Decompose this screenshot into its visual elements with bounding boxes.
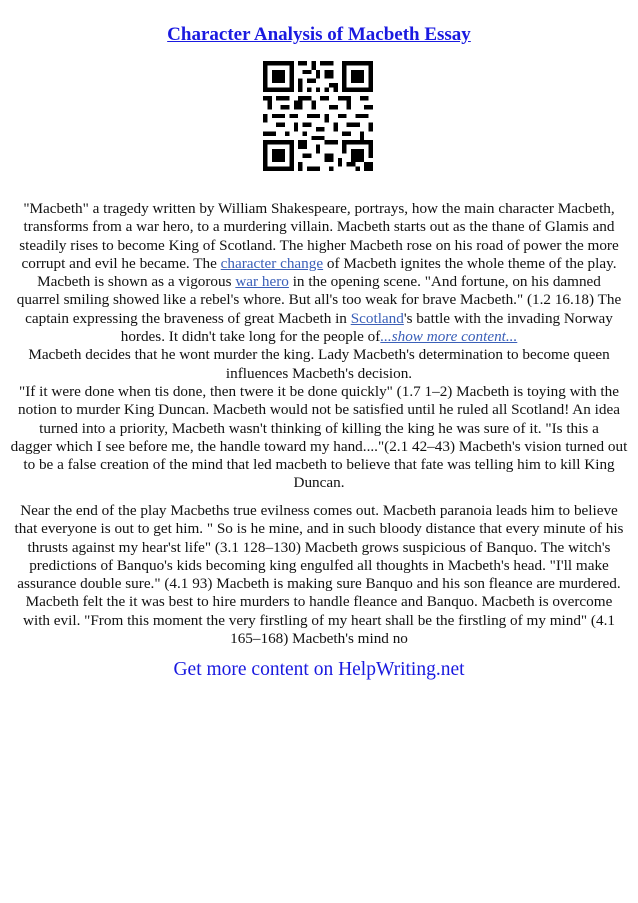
- text-line: "Macbeth" a tragedy written by William Shakespeare, portrays, how the main character Macbeth,: [23, 200, 615, 217]
- text-line: [0, 273, 638, 291]
- page-title: [0, 24, 638, 46]
- text-fragment: of Macbeth ignites the whole theme of the play.: [323, 254, 617, 272]
- text-line: with evil. "From this moment the very firstling of my heart shall be the firstling of my mind" (4.1: [23, 611, 615, 629]
- qr-code-icon: [263, 61, 373, 171]
- text-line: Macbeth felt the it was best to hire murders to handle fleance and Banquo. Macbeth is overcome: [25, 593, 613, 611]
- get-more-content-link[interactable]: Get more content on HelpWriting.net: [173, 659, 465, 680]
- text-line: quarrel smiling showed like a rebel's whore. But all's too weak for brave Macbeth." (1.2 16.18) The: [16, 291, 622, 309]
- text-line: thrusts against my hear'st life" (3.1 128–130) Macbeth grows suspicious of Banquo. The witch's: [27, 538, 611, 556]
- text-fragment: in the opening scene. "And fortune, on his damned: [288, 273, 601, 291]
- text-fragment: hordes. It didn't take long for the people of: [120, 328, 381, 346]
- essay-paragraph-2: [0, 502, 638, 648]
- text-line: Near the end of the play Macbeths true evilness comes out. Macbeth paranoia leads him to believe: [20, 502, 618, 519]
- character-change-link[interactable]: character change: [220, 254, 324, 272]
- text-line: predictions of Banquo's kids becoming king engulfed all thoughts in Macbeth's head. "I'll make: [29, 556, 609, 574]
- war-hero-link[interactable]: war hero: [235, 273, 289, 291]
- text-line: transforms from a war hero, to a murdering villain. Macbeth starts out as the thane of Glamis and: [23, 218, 615, 236]
- text-line: "If it were done when tis done, then twere it be done quickly" (1.7 1–2) Macbeth is toying with the: [19, 382, 619, 400]
- text-line: to be a false creation of the mind that led macbeth to believe that fate was telling him to kill King: [23, 456, 615, 474]
- text-line: 165–168) Macbeth's mind no: [230, 630, 408, 648]
- text-fragment: corrupt and evil he became. The: [21, 254, 221, 272]
- text-line: notion to murder King Duncan. Macbeth would not be satisfied until he ruled all Scotland! An idea: [18, 401, 620, 419]
- text-line: steadily rises to become King of Scotland. The higher Macbeth rose on his road of power the more: [19, 236, 619, 254]
- text-line: [0, 310, 638, 328]
- text-line: influences Macbeth's decision.: [225, 364, 413, 382]
- text-line: assurance double sure." (4.1 93) Macbeth is making sure Banquo and his son fleance are murdered.: [17, 575, 621, 593]
- text-fragment: Macbeth is shown as a vigorous: [37, 273, 236, 291]
- text-line: turned into a priority, Macbeth wasn't thinking of killing the king he was sure of it. "Is this a: [39, 419, 599, 437]
- text-fragment: captain expressing the braveness of great Macbeth in: [25, 309, 351, 327]
- essay-paragraph-1: [0, 200, 638, 493]
- text-line: dagger which I see before me, the handle toward my hand...."(2.1 42–43) Macbeth's vision turned out: [10, 437, 628, 455]
- text-line: Duncan.: [293, 474, 345, 492]
- text-fragment: 's battle with the invading Norway: [403, 309, 613, 327]
- text-line: that everyone is out to get him. " So is he mine, and in such bloody distance that every minute of his: [14, 520, 624, 538]
- scotland-link[interactable]: Scotland: [350, 309, 404, 327]
- cta-section: [0, 659, 638, 681]
- text-line: [0, 255, 638, 273]
- text-line: [0, 328, 638, 346]
- text-line: Macbeth decides that he wont murder the king. Lady Macbeth's determination to become queen: [28, 346, 610, 364]
- title-link[interactable]: Character Analysis of Macbeth Essay: [167, 24, 471, 45]
- show-more-link[interactable]: ...show more content...: [380, 328, 518, 346]
